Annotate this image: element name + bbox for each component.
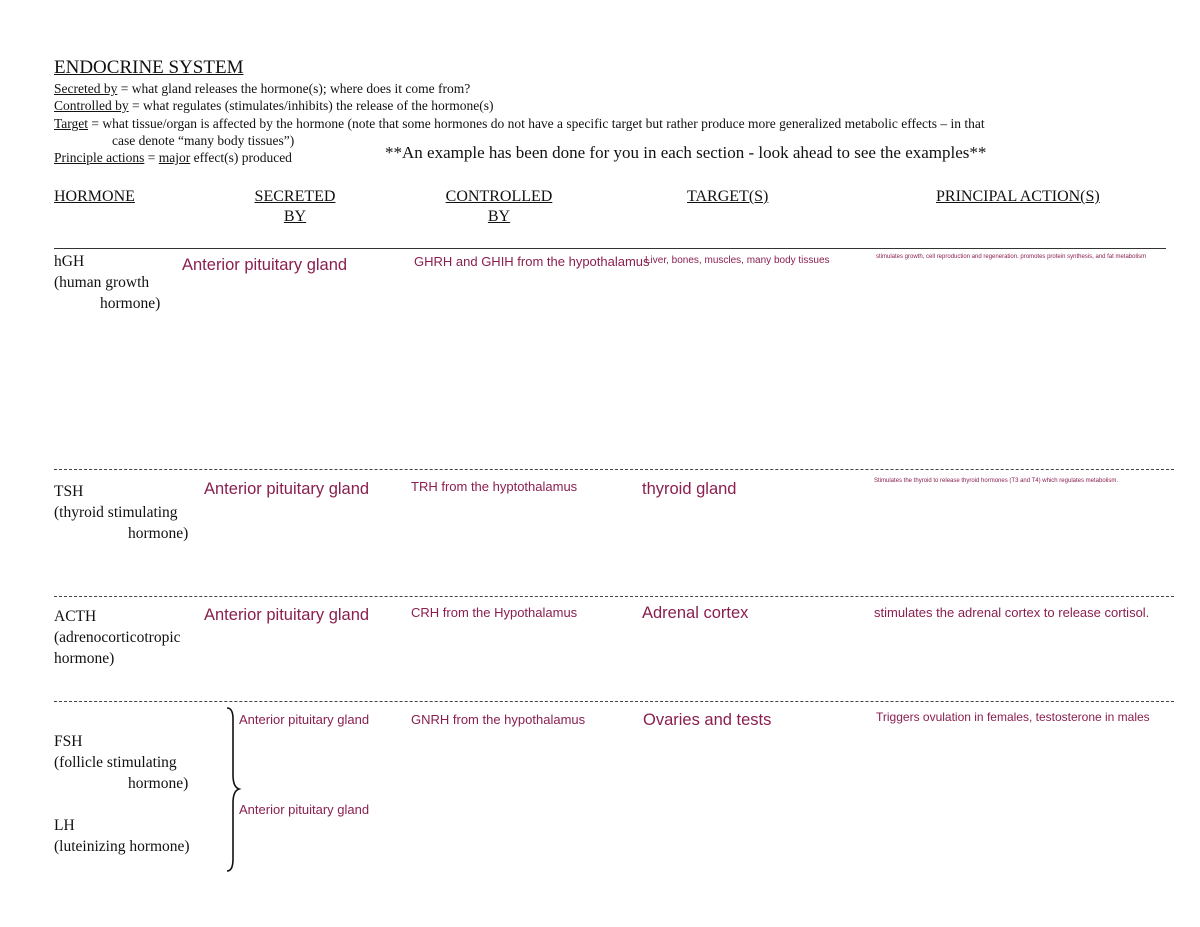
- def-controlled-term: Controlled by: [54, 98, 129, 113]
- acth-action: stimulates the adrenal cortex to release cortisol.: [874, 605, 1150, 620]
- hormone-acth: [54, 606, 181, 669]
- acth-secreted: Anterior pituitary gland: [204, 606, 370, 624]
- hormone-acth-name-2: hormone): [54, 650, 115, 667]
- def-secreted: [54, 81, 470, 97]
- header-controlled: [432, 188, 566, 226]
- hgh-controlled: GHRH and GHIH from the hypothalamus: [414, 254, 650, 269]
- tsh-controlled: TRH from the hyptothalamus: [411, 479, 578, 494]
- def-controlled: [54, 98, 494, 114]
- def-target: [54, 116, 985, 132]
- hgh-secreted: Anterior pituitary gland: [182, 256, 348, 274]
- hormone-acth-abbr: ACTH: [54, 608, 97, 625]
- page-title: ENDOCRINE SYSTEM: [54, 57, 244, 78]
- hormone-fsh: [54, 731, 188, 794]
- hormone-acth-name-1: (adrenocorticotropic: [54, 629, 181, 646]
- header-rule: [54, 248, 1166, 249]
- def-target-term: Target: [54, 116, 89, 131]
- def-principle-major: major: [158, 150, 191, 165]
- hgh-action: stimulates growth, cell reproduction and regeneration. promotes protein synthesis, and fat metabolism: [876, 254, 1147, 260]
- def-secreted-text: = what gland releases the hormone(s); where does it come from?: [117, 81, 471, 96]
- def-controlled-text: = what regulates (stimulates/inhibits) the release of the hormone(s): [128, 98, 494, 113]
- tsh-target: thyroid gland: [642, 480, 737, 498]
- acth-controlled: CRH from the Hypothalamus: [411, 605, 578, 620]
- hgh-target: Liver, bones, muscles, many body tissues: [645, 255, 830, 266]
- acth-target: Adrenal cortex: [642, 604, 749, 622]
- def-target-text: = what tissue/organ is affected by the hormone (note that some hormones do not have a specific target but rather produce more generalized metabolic effects – in that: [88, 116, 985, 131]
- hormone-hgh: [54, 251, 160, 314]
- def-secreted-term: Secreted by: [54, 81, 118, 96]
- tsh-secreted: Anterior pituitary gland: [204, 480, 370, 498]
- hormone-lh-name-1: (luteinizing hormone): [54, 838, 190, 855]
- hormone-fsh-abbr: FSH: [54, 733, 83, 750]
- hormone-tsh-name-1: (thyroid stimulating: [54, 504, 178, 521]
- fsh-action: Triggers ovulation in females, testosterone in males: [876, 710, 1150, 724]
- fsh-secreted: Anterior pituitary gland: [239, 712, 370, 727]
- hormone-tsh-abbr: TSH: [54, 483, 84, 500]
- hormone-hgh-abbr: hGH: [54, 253, 85, 270]
- header-hormone: HORMONE: [54, 188, 135, 205]
- row-divider-2: [54, 596, 1174, 597]
- def-principle: [54, 150, 292, 166]
- fsh-target: Ovaries and tests: [643, 711, 772, 729]
- hormone-lh-abbr: LH: [54, 817, 75, 834]
- brace-icon: [222, 705, 242, 875]
- def-target-text-2: case denote “many body tissues”): [112, 133, 295, 148]
- def-principle-text: effect(s) produced: [190, 150, 292, 165]
- hormone-tsh-name-2: hormone): [128, 525, 189, 542]
- example-note: **An example has been done for you in each section - look ahead to see the examples**: [385, 143, 987, 162]
- header-controlled-line1: CONTROLLED: [445, 188, 553, 205]
- hormone-fsh-name-2: hormone): [128, 775, 189, 792]
- hormone-tsh: [54, 481, 188, 544]
- header-secreted-line1: SECRETED: [254, 188, 336, 205]
- def-principle-eq: =: [144, 150, 159, 165]
- hormone-hgh-name-2: hormone): [100, 295, 161, 312]
- header-controlled-line2: BY: [487, 208, 511, 225]
- lh-secreted: Anterior pituitary gland: [239, 802, 370, 817]
- tsh-action: Stimulates the thyroid to release thyroid hormones (T3 and T4) which regulates metabolism.: [874, 478, 1119, 484]
- header-action: PRINCIPAL ACTION(S): [936, 188, 1100, 205]
- fsh-controlled: GNRH from the hypothalamus: [411, 712, 586, 727]
- hormone-fsh-name-1: (follicle stimulating: [54, 754, 177, 771]
- hormone-hgh-name-1: (human growth: [54, 274, 150, 291]
- header-secreted: [240, 188, 350, 226]
- def-principle-term: Principle actions: [54, 150, 145, 165]
- header-secreted-line2: BY: [283, 208, 307, 225]
- row-divider-1: [54, 469, 1174, 470]
- header-target: TARGET(S): [687, 188, 769, 205]
- row-divider-3: [54, 701, 1174, 702]
- hormone-lh: [54, 815, 190, 857]
